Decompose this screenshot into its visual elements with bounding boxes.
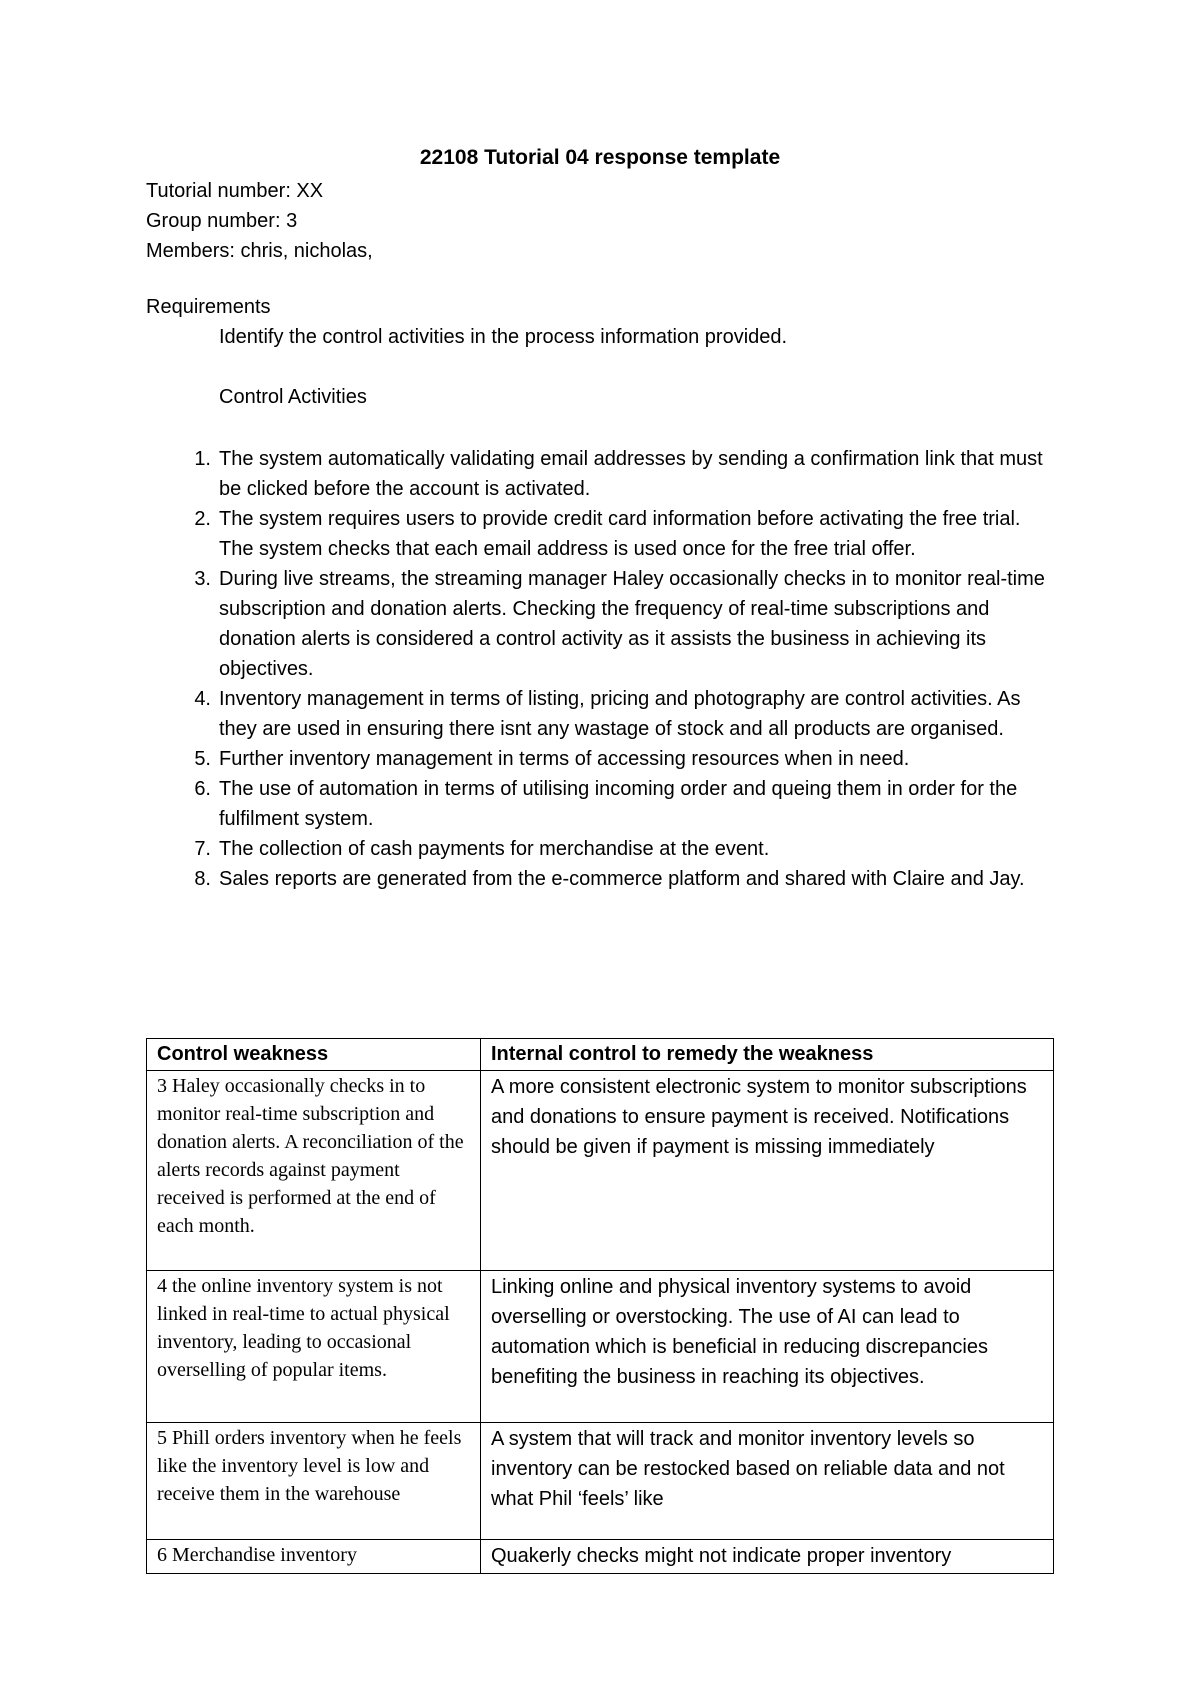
list-item <box>194 774 1059 834</box>
document-meta <box>146 176 373 266</box>
column-header-weakness: Control weakness <box>147 1039 481 1071</box>
list-number: 2. <box>194 508 211 530</box>
table-header-row <box>147 1039 1054 1071</box>
control-activities-list <box>194 444 1059 894</box>
control-weakness-table <box>146 1038 1054 1574</box>
list-item <box>194 864 1059 894</box>
document-title: 22108 Tutorial 04 response template <box>419 146 781 169</box>
remedy-cell: A more consistent electronic system to monitor subscriptions and donations to ensure payment is received. Notifications should be given if payment is missing immediately <box>481 1071 1054 1271</box>
list-item <box>194 744 1059 774</box>
group-number: Group number: 3 <box>146 210 298 232</box>
members: Members: chris, nicholas, <box>146 240 373 262</box>
tutorial-number: Tutorial number: XX <box>146 180 324 202</box>
requirements-text: Identify the control activities in the process information provided. <box>219 326 788 348</box>
list-text: The use of automation in terms of utilising incoming order and queing them in order for the fulfilment system. <box>219 778 1018 830</box>
weakness-cell: 6 Merchandise inventory <box>147 1540 481 1574</box>
table-row <box>147 1540 1054 1574</box>
remedy-cell: Quakerly checks might not indicate proper inventory <box>481 1540 1054 1574</box>
list-item <box>194 504 1059 564</box>
remedy-cell: Linking online and physical inventory systems to avoid overselling or overstocking. The use of AI can lead to automation which is beneficial in reducing discrepancies benefiting the business in reaching its objectives. <box>481 1271 1054 1423</box>
list-number: 7. <box>194 838 211 860</box>
list-number: 1. <box>194 448 211 470</box>
control-activities-heading: Control Activities <box>219 386 367 408</box>
list-item <box>194 444 1059 504</box>
list-item <box>194 834 1059 864</box>
list-text: Inventory management in terms of listing, pricing and photography are control activities. As they are used in ensuring there isnt any wastage of stock and all products are organised. <box>219 688 1021 740</box>
weakness-cell: 3 Haley occasionally checks in to monitor real-time subscription and donation alerts. A reconciliation of the alerts records against payment received is performed at the end of each month. <box>147 1071 481 1271</box>
table-row <box>147 1271 1054 1423</box>
list-text: Further inventory management in terms of accessing resources when in need. <box>219 748 910 770</box>
list-item <box>194 684 1059 744</box>
list-text: The collection of cash payments for merchandise at the event. <box>219 838 770 860</box>
table-row <box>147 1071 1054 1271</box>
list-item <box>194 564 1059 684</box>
list-text: The system automatically validating email addresses by sending a confirmation link that must be clicked before the account is activated. <box>219 448 1043 500</box>
list-number: 8. <box>194 868 211 890</box>
remedy-cell: A system that will track and monitor inventory levels so inventory can be restocked based on reliable data and not what Phil ‘feels’ like <box>481 1423 1054 1540</box>
list-number: 5. <box>194 748 211 770</box>
list-number: 6. <box>194 778 211 800</box>
weakness-cell: 5 Phill orders inventory when he feels like the inventory level is low and receive them in the warehouse <box>147 1423 481 1540</box>
list-text: Sales reports are generated from the e-commerce platform and shared with Claire and Jay. <box>219 868 1025 890</box>
column-header-remedy: Internal control to remedy the weakness <box>481 1039 1054 1071</box>
table-row <box>147 1423 1054 1540</box>
list-number: 3. <box>194 568 211 590</box>
list-text: During live streams, the streaming manager Haley occasionally checks in to monitor real-time subscription and donation alerts. Checking the frequency of real-time subscriptions and donation alerts is considered a control activity as it assists the business in achieving its objectives. <box>219 568 1045 680</box>
list-text: The system requires users to provide credit card information before activating the free trial. The system checks that each email address is used once for the free trial offer. <box>219 508 1021 560</box>
requirements-heading: Requirements <box>146 296 271 318</box>
weakness-cell: 4 the online inventory system is not linked in real-time to actual physical inventory, leading to occasional overselling of popular items. <box>147 1271 481 1423</box>
list-number: 4. <box>194 688 211 710</box>
